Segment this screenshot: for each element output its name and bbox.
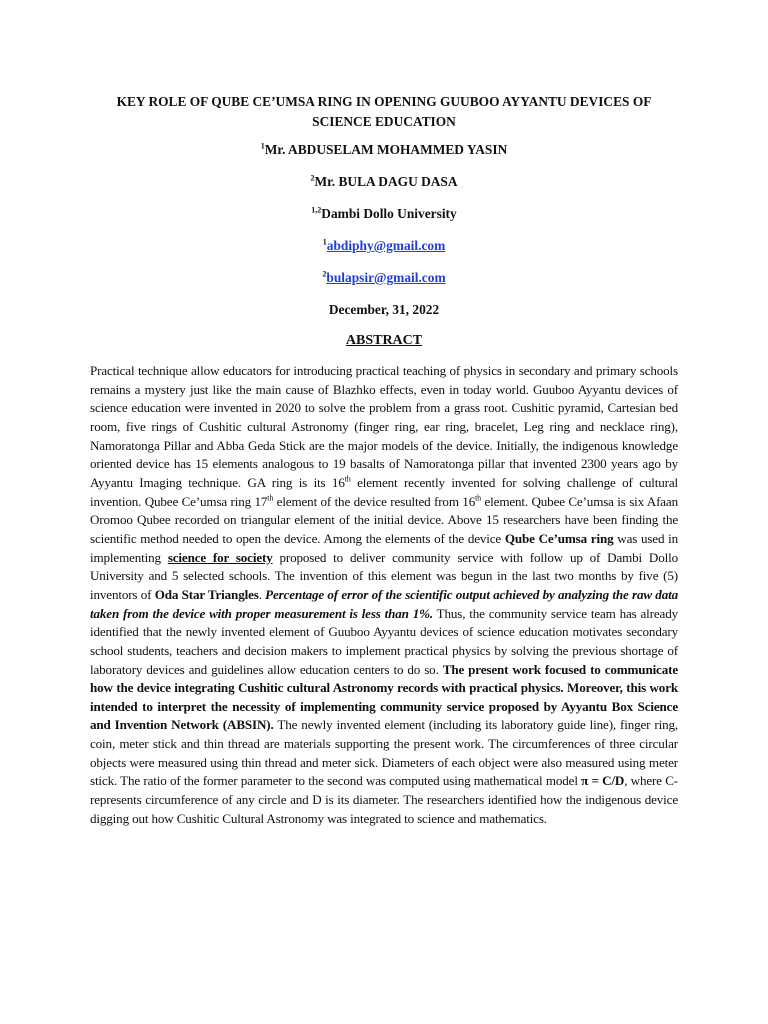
email-2 (0, 270, 768, 286)
email-1-link[interactable]: abdiphy@gmail.com (326, 238, 446, 253)
superscript-th: th (267, 493, 274, 503)
abstract-bold-pi-formula: π = C/D (581, 773, 625, 789)
abstract-bold-oda-star: Oda Star Triangles (154, 586, 259, 602)
author-2-sup: 2 (310, 173, 315, 183)
paper-title (0, 92, 768, 131)
abstract-bold-present-work: The present work focused to communicate how the device integrating Cushitic cultural Astronomy records with practical physics. Moreover, this work intended to interpret the necessity of implementing community service proposed by Ayyantu Box Science and Invention Network (ABSIN). (90, 661, 678, 733)
abstract-text-2: element recently invented for solving challenge of cultural invention. Qubee Ce’umsa ring 17 (90, 474, 678, 509)
abstract-text-8: Thus, the community service team has already identified that the newly invented element of Guuboo Ayyantu devices of science education motivates secondary school students, teachers and decision makers to implement practical physics by solving the previous shortage of laboratory devices and guidelines allow education centers to do so. (90, 605, 678, 677)
abstract-bold-qube-ring: Qube Ce’umsa ring (504, 530, 614, 546)
author-2-name: Mr. BULA DAGU DASA (314, 174, 458, 189)
author-1-sup: 1 (260, 141, 265, 151)
title-line-2: SCIENCE EDUCATION (312, 113, 456, 129)
affiliation-sup: 1,2 (311, 205, 322, 215)
email-2-link[interactable]: bulapsir@gmail.com (326, 270, 446, 285)
author-1 (0, 142, 768, 158)
author-1-name: Mr. ABDUSELAM MOHAMMED YASIN (264, 142, 508, 157)
abstract-text-7: . (258, 586, 266, 602)
abstract-body (90, 362, 678, 828)
superscript-th: th (344, 474, 351, 484)
abstract-underline-science-society: science for society (167, 549, 273, 565)
paper-date: December, 31, 2022 (328, 302, 440, 317)
abstract-text-10: , where C-represents circumference of any circle and D is its diameter. The researchers identified how the indigenous device digging out how Cushitic Cultural Astronomy was integrated to science and mathematics. (90, 773, 678, 826)
abstract-text-4: element. Qubee Ce’umsa is six Afaan Oromoo Qubee recorded on triangular element of the initial device. Above 15 researchers have been finding the scientific method needed to open the device. Among the elements of the device (90, 493, 678, 546)
author-2 (0, 174, 768, 190)
affiliation-name: Dambi Dollo University (321, 206, 457, 221)
email-1 (0, 238, 768, 254)
abstract-text-6: proposed to deliver community service with follow up of Dambi Dollo University and 5 selected schools. The invention of this element was begun in the last two months by five (5) inventors of (90, 549, 678, 602)
superscript-th: th (475, 493, 482, 503)
email-1-sup: 1 (322, 237, 327, 247)
abstract-text-9: The newly invented element (including its laboratory guide line), finger ring, coin, meter stick and thin thread are materials supporting the present work. The circumferences of three circular objects were measured using thin thread and meter sick. Diameters of each object were also measured using meter stick. The ratio of the former parameter to the second was computed using mathematical model (90, 717, 678, 789)
abstract-text-3: element of the device resulted from 16 (273, 493, 476, 509)
abstract-heading: ABSTRACT (345, 333, 423, 348)
abstract-text-1: Practical technique allow educators for introducing practical teaching of physics in secondary and primary schools remains a mystery just like the main cause of Blazhko effects, even in today world. Guuboo Ayyantu devices of science education were invented in 2020 to solve the problem from a grass root. Cushitic pyramid, Cartesian bed room, five rings of Cushitic cultural Astronomy (finger ring, ear ring, bracelet, Leg ring and necklace ring), Namoratonga Pillar and Abba Geda Stick are the major models of the device. Initially, the indigenous knowledge oriented device has 15 elements analogous to 19 basalts of Namoratonga pillar that invented 2300 years ago by Ayyantu Imaging technique. GA ring is its 16 (90, 363, 678, 490)
email-2-sup: 2 (322, 269, 327, 279)
abstract-bold-italic-error: Percentage of error of the scientific output achieved by analyzing the raw data taken from the device with proper measurement is less than 1%. (90, 586, 678, 621)
abstract-text-5: was used in implementing (90, 530, 679, 565)
title-line-1: KEY ROLE OF QUBE CE’UMSA RING IN OPENING GUUBOO AYYANTU DEVICES OF (116, 94, 652, 109)
affiliation (0, 206, 768, 222)
abstract-paragraph (90, 362, 678, 828)
